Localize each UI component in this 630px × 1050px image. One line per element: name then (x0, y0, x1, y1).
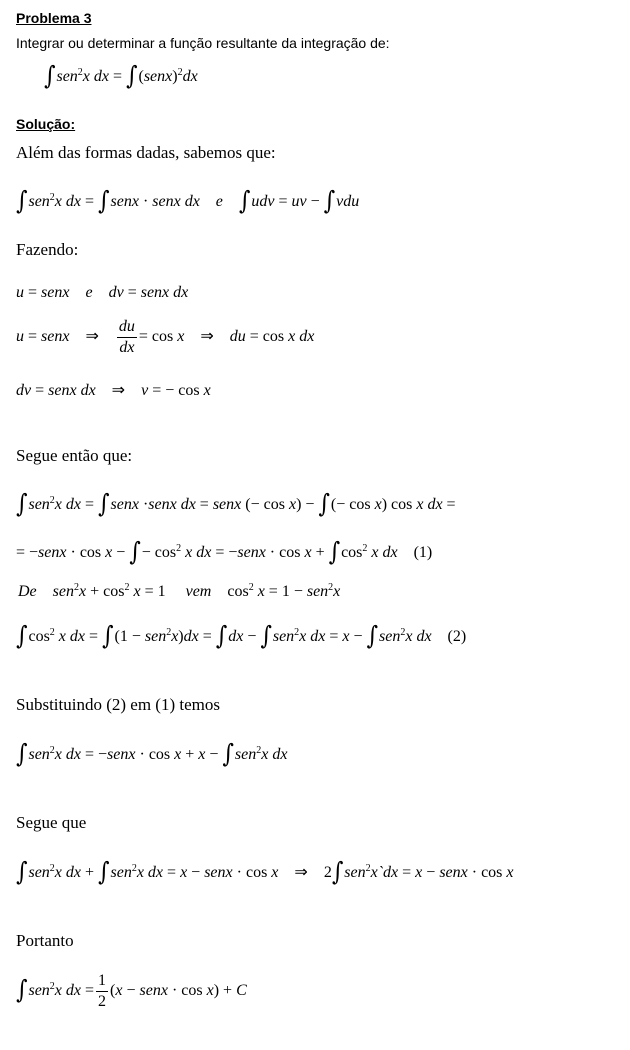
equation-label-two: (2) (447, 628, 467, 645)
equation-one: = −senx · cos x − ∫− $\cos^2 x$ dx = −senx · $\cos x + \int\cos^2$ x dx (1) (16, 538, 433, 567)
equation-antiderivative: dv = senx dx ⇒ v = − cos x (16, 382, 211, 399)
text-portanto: Portanto (16, 931, 74, 950)
solution-heading: Solução: (16, 116, 76, 132)
text-fazendo: Fazendo: (16, 240, 79, 259)
problem-title: Problema 3 (16, 10, 92, 26)
word-e: e (215, 193, 223, 210)
word-e2: e (85, 284, 93, 301)
equation-final-result: ∫sen$^2$x dx = $\frac{1}{2}$ (x − senx · cos x) + C (16, 972, 247, 1010)
equation-two: $\int\cos^2$ x dx = ∫(1 − sen$^2$x)dx = ∫dx − ∫sen$^2$x dx = x − ∫sen$^2$x dx (2) (16, 622, 467, 651)
text-forms: Além das formas dadas, sabemos que: (16, 143, 276, 162)
word-de: De (18, 583, 37, 600)
equation-derivative: u = senx ⇒ $\frac{du}{dx}$ = cos x ⇒ du = cos x dx (16, 318, 315, 356)
equation-integration-by-parts: ∫sen$^2$x dx = ∫senx ·senx dx = senx (− cos x) − ∫(− cos x) cos x dx = (16, 490, 456, 519)
problem-statement: Integrar ou determinar a função resultante da integração de: (16, 35, 390, 51)
text-segue-que: Segue que (16, 813, 87, 832)
equation-combined: ∫sen$^2$x dx + ∫sen$^2$x dx = x − senx · cos x ⇒ 2∫sen$^2$x`dx = x − senx · cos x (16, 858, 514, 887)
text-segue-entao: Segue então que: (16, 446, 133, 465)
equation-substituted: ∫sen$^2$x dx = −senx · cos x + x − ∫sen$^2$x dx (16, 740, 288, 769)
equation-label-one: (1) (413, 544, 433, 561)
equation-identity: De $sen^2x + \cos^2 x = 1$ vem $\cos^2 x = 1 - sen^2x$ (18, 582, 341, 600)
equation-parts-formula: ∫sen$^2$x dx = ∫senx · senx dx e ∫udv = uv − ∫vdu (16, 187, 360, 216)
equation-substitution: u = senx e dv = senx dx (16, 284, 189, 301)
equation-problem: ∫sen$^2$x dx = ∫(senx)$^2$dx (44, 62, 198, 91)
word-vem: vem (185, 583, 212, 600)
text-substituindo: Substituindo (2) em (1) temos (16, 695, 220, 714)
